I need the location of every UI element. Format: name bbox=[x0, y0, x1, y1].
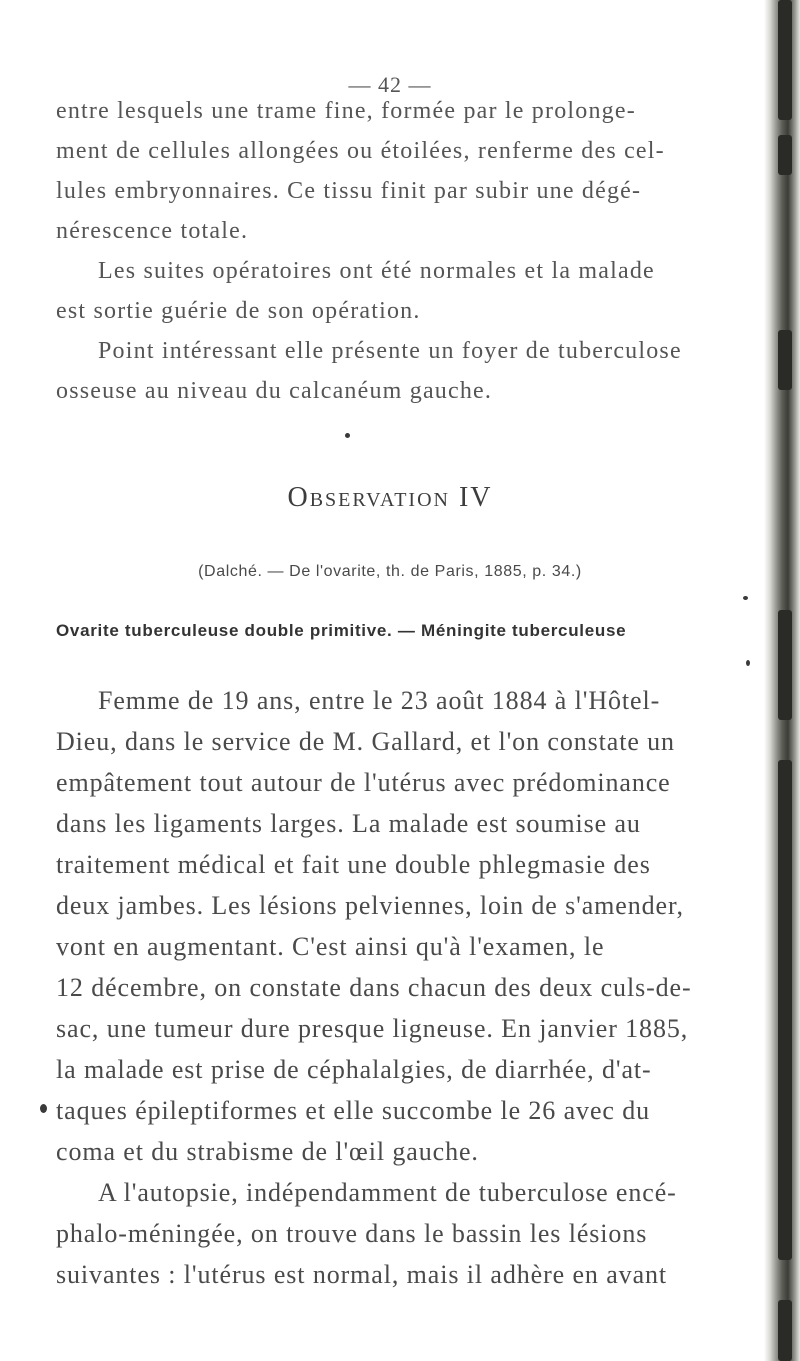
text-line: lules embryonnaires. Ce tissu finit par subir une dégé- bbox=[56, 178, 642, 204]
text-line: Femme de 19 ans, entre le 23 août 1884 à l'Hôtel- bbox=[98, 686, 661, 715]
scan-speck bbox=[345, 433, 350, 438]
text-line: Point intéressant elle présente un foyer de tuberculose bbox=[98, 338, 682, 364]
binding-shadow bbox=[778, 610, 792, 720]
text-line: phalo-méningée, on trouve dans le bassin les lésions bbox=[56, 1219, 648, 1248]
text-line: traitement médical et fait une double phlegmasie des bbox=[56, 850, 651, 879]
text-line: A l'autopsie, indépendamment de tuberculose encé- bbox=[98, 1178, 677, 1207]
text-line: empâtement tout autour de l'utérus avec prédominance bbox=[56, 768, 671, 797]
binding-shadow bbox=[778, 135, 792, 175]
scan-speck bbox=[743, 596, 748, 600]
text-line: est sortie guérie de son opération. bbox=[56, 298, 421, 324]
binding-shadow bbox=[778, 330, 792, 390]
text-line: nérescence totale. bbox=[56, 218, 249, 244]
text-line: Les suites opératoires ont été normales et la malade bbox=[98, 258, 655, 284]
page-number: — 42 — bbox=[348, 72, 432, 97]
text-line: osseuse au niveau du calcanéum gauche. bbox=[56, 378, 493, 404]
text-line: deux jambes. Les lésions pelviennes, loin de s'amender, bbox=[56, 891, 684, 920]
text-line: coma et du strabisme de l'œil gauche. bbox=[56, 1137, 479, 1166]
text-line: suivantes : l'utérus est normal, mais il adhère en avant bbox=[56, 1260, 668, 1289]
scan-speck bbox=[746, 660, 750, 666]
text-line: Dieu, dans le service de M. Gallard, et l'on constate un bbox=[56, 727, 675, 756]
text-line: ment de cellules allongées ou étoilées, renferme des cel- bbox=[56, 138, 665, 164]
observation-subject: Ovarite tuberculeuse double primitive. — Méningite tuberculeuse bbox=[56, 621, 627, 640]
text-line: 12 décembre, on constate dans chacun des deux culs-de- bbox=[56, 973, 692, 1002]
observation-title: Observation IV bbox=[287, 482, 493, 513]
text-line: entre lesquels une trame fine, formée par le prolonge- bbox=[56, 98, 636, 124]
text-line: dans les ligaments larges. La malade est soumise au bbox=[56, 809, 641, 838]
scan-speck bbox=[40, 1104, 47, 1113]
binding-edge bbox=[764, 0, 800, 1361]
observation-citation: (Dalché. — De l'ovarite, th. de Paris, 1885, p. 34.) bbox=[198, 563, 582, 580]
binding-shadow bbox=[778, 0, 792, 120]
text-line: la malade est prise de céphalalgies, de diarrhée, d'at- bbox=[56, 1055, 652, 1084]
text-line: sac, une tumeur dure presque ligneuse. En janvier 1885, bbox=[56, 1014, 689, 1043]
binding-shadow bbox=[778, 760, 792, 1260]
text-line: vont en augmentant. C'est ainsi qu'à l'examen, le bbox=[56, 932, 605, 961]
text-line: taques épileptiformes et elle succombe le 26 avec du bbox=[56, 1096, 651, 1125]
binding-shadow bbox=[778, 1300, 792, 1361]
